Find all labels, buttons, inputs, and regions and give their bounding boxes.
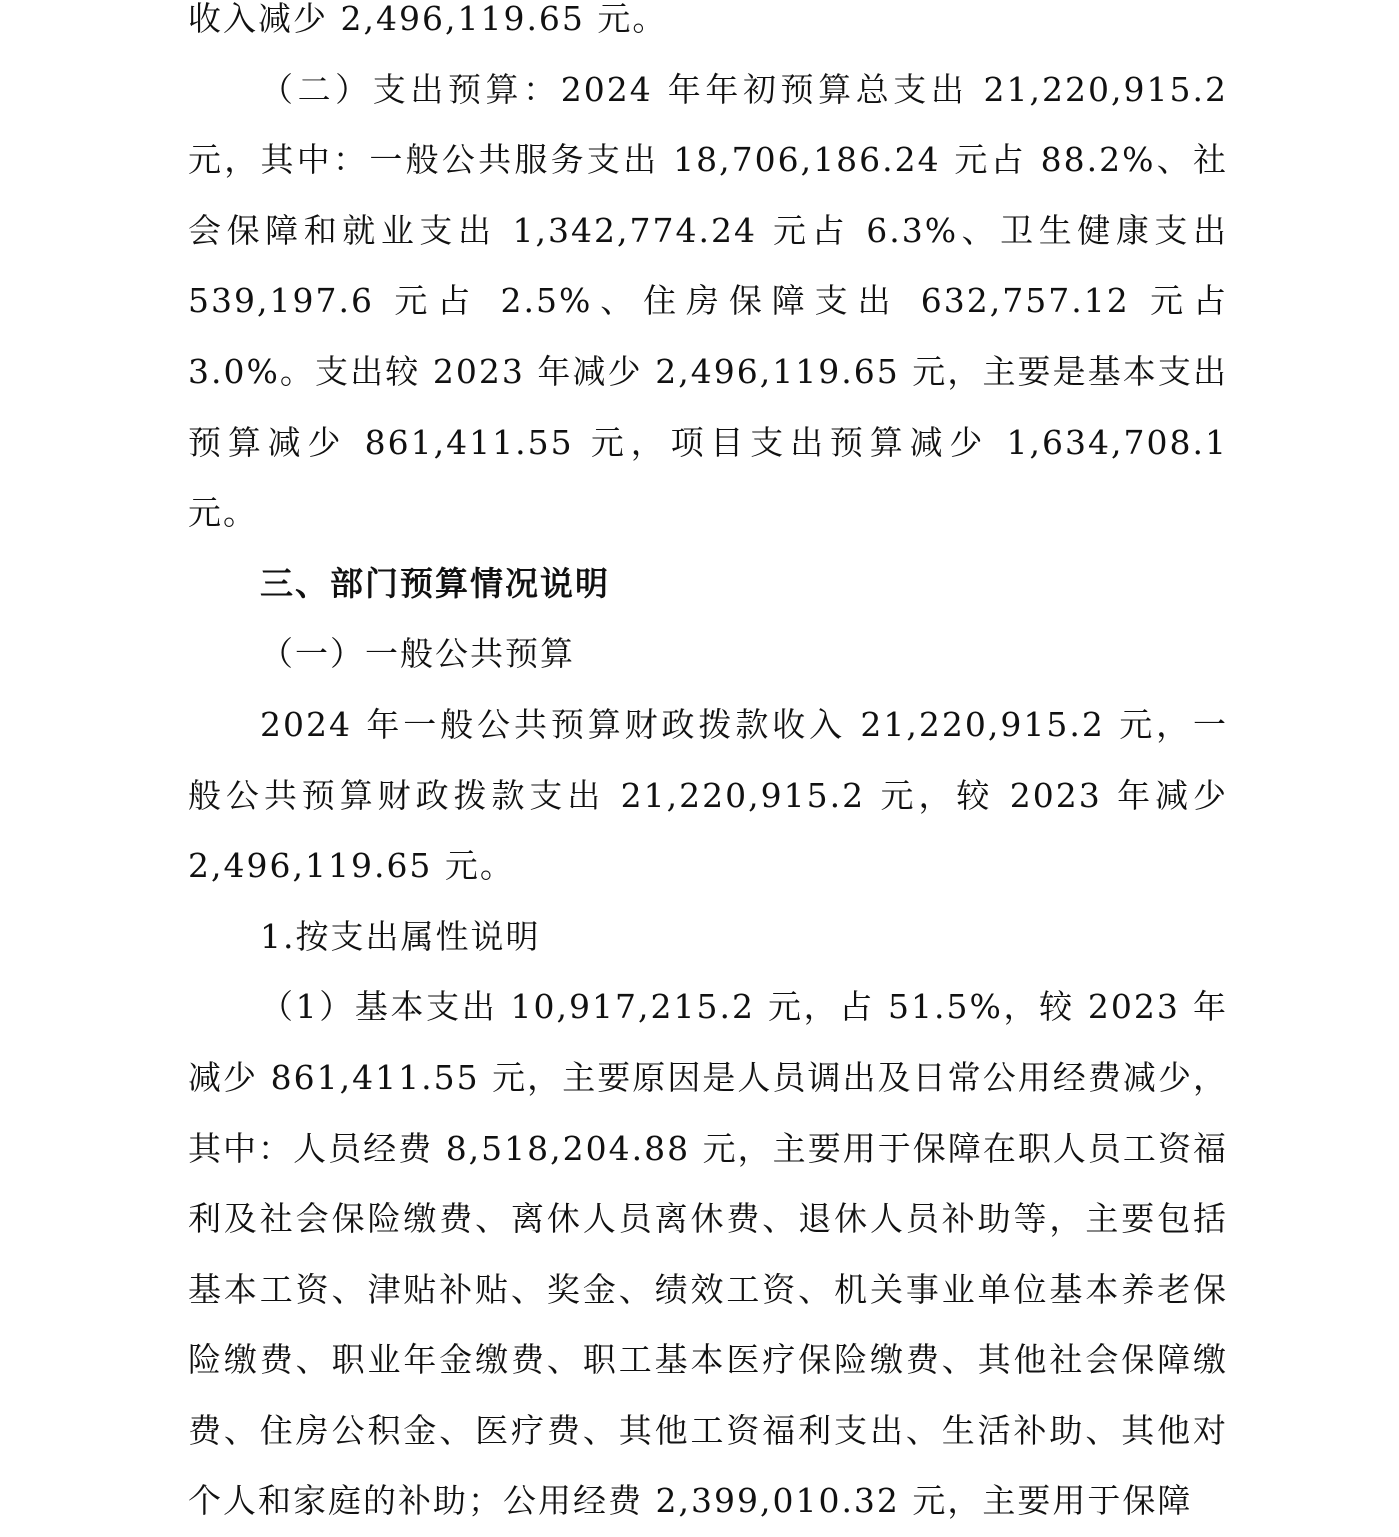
paragraph-income-decrease: 收入减少 2,496,119.65 元。: [188, 0, 668, 38]
subsection-heading-general-public-budget: （一）一般公共预算: [260, 634, 575, 674]
item-heading-by-expenditure-attribute: 1.按支出属性说明: [260, 916, 541, 956]
paragraph-basic-expenditure: （1）基本支出 10,917,215.2 元，占 51.5%，较 2023 年减少 861,411.55 元，主要原因是人员调出及日常公用经费减少，其中：人员经费 8,518,204.88 元，主要用于保障在职人员工资福利及社会保险缴费、离休人员离休费、退休人员补助等，主要包括基本工资、津贴补贴、奖金、绩效工资、机关事业单位基本养老保险缴费、职业年金缴费、职工基本医疗保险缴费、其他社会保障缴费、住房公积金、医疗费、其他工资福利支出、生活补助、其他对个人和家庭的补助；公用经费 2,399,010.32 元，主要用于保障: [188, 987, 1228, 1521]
paragraph-expenditure-budget: [188, 55, 1228, 549]
paragraph-general-public-budget: 2024 年一般公共预算财政拨款收入 21,220,915.2 元，一般公共预算财政拨款支出 21,220,915.2 元，较 2023 年减少 2,496,119.65 元。: [188, 704, 1228, 886]
document-page: [188, 0, 1228, 1537]
expenditure-budget-body: ：2024 年年初预算总支出 21,220,915.2 元，其中：一般公共服务支出 18,706,186.24 元占 88.2%、社会保障和就业支出 1,342,774.24 元占 6.3%、卫生健康支出 539,197.6 元占 2.5%、住房保障支出 632,757.12 元占 3.0%。支出较 2023 年减少 2,496,119.65 元，主要是基本支出预算减少 861,411.55 元，项目支出预算减少 1,634,708.1 元。: [188, 69, 1228, 533]
section-heading-department-budget: 三、部门预算情况说明: [260, 563, 610, 603]
expenditure-budget-label: （二）支出预算: [260, 69, 524, 109]
